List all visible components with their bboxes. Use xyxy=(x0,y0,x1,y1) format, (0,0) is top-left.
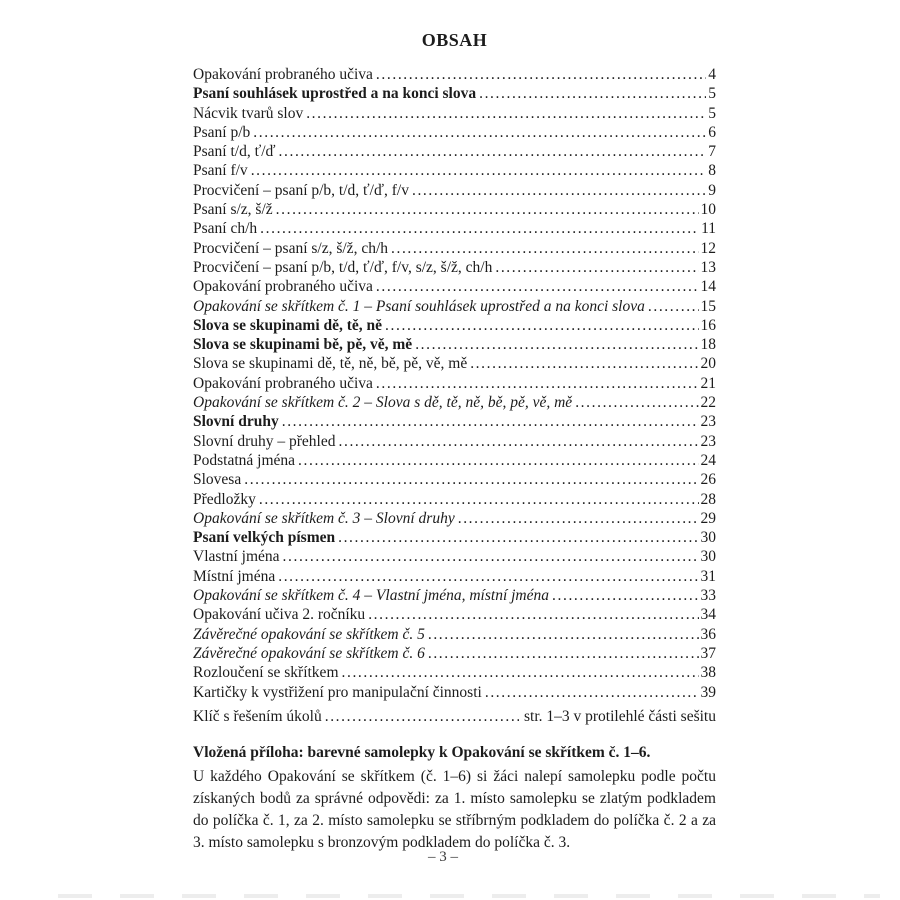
dot-leader xyxy=(279,142,707,161)
toc-entry-page: 15 xyxy=(700,297,716,315)
toc-entry-page: 24 xyxy=(700,451,716,469)
toc-row xyxy=(193,239,716,258)
toc-entry-page: 12 xyxy=(700,239,716,257)
toc-entry-label: Kartičky k vystřižení pro manipulační činnosti xyxy=(193,683,482,701)
toc-entry-label: Psaní velkých písmen xyxy=(193,529,336,547)
toc-entry-page: 4 xyxy=(708,66,716,83)
toc-entry-page: 28 xyxy=(700,490,716,508)
toc-entry-label: Rozloučení se skřítkem xyxy=(193,664,339,682)
toc-entry-label: Psaní souhlásek uprostřed a na konci slova xyxy=(193,85,477,103)
toc-row xyxy=(193,104,716,123)
toc-row xyxy=(193,412,716,431)
toc-entry-label: Závěrečné opakování se skřítkem č. 5 xyxy=(193,625,425,643)
toc-entry-page: 39 xyxy=(700,683,716,701)
toc-row xyxy=(193,84,716,103)
dot-leader xyxy=(251,161,707,180)
dot-leader xyxy=(283,547,699,566)
toc-entry-page: 8 xyxy=(708,162,716,180)
toc-row xyxy=(193,316,716,335)
dot-leader xyxy=(552,586,698,605)
toc-entry-label: Opakování se skřítkem č. 3 – Slovní druhy xyxy=(193,509,455,527)
toc-row xyxy=(193,219,716,238)
toc-entry-page: 7 xyxy=(708,143,716,161)
dot-leader xyxy=(428,644,699,663)
toc-entry-label: Procvičení – psaní p/b, t/d, ť/ď, f/v, s/z, š/ž, ch/h xyxy=(193,258,493,276)
toc-entry-page: 9 xyxy=(708,181,716,199)
toc-entry-label: Psaní s/z, š/ž xyxy=(193,201,273,219)
toc-entry-page: 23 xyxy=(700,432,716,450)
dot-leader xyxy=(415,335,698,354)
toc-entry-page: 38 xyxy=(700,664,716,682)
dot-leader xyxy=(276,200,699,219)
toc-entry-page: 5 xyxy=(708,85,716,103)
dot-leader xyxy=(485,683,699,702)
toc-row xyxy=(193,586,716,605)
toc-entry-page: 26 xyxy=(700,471,716,489)
toc-row xyxy=(193,528,716,547)
dot-leader xyxy=(376,374,699,393)
dot-leader xyxy=(428,625,699,644)
toc-entry-label: Procvičení – psaní p/b, t/d, ť/ď, f/v xyxy=(193,181,409,199)
toc-row xyxy=(193,644,716,663)
appendix-body: U každého Opakování se skřítkem (č. 1–6) si žáci nalepí samolepku podle počtu získaných bodů za správné odpovědi: za 1. místo samolepku se zlatým podkladem do políčka č. 1, za 2. místo samolepku se stříbrným podkladem do políčka č. 2 a za 3. místo samolepku s bronzovým podkladem do políčka č. 3. xyxy=(193,768,716,852)
toc-entry-page: 30 xyxy=(700,529,716,547)
toc-entry-page: 14 xyxy=(700,278,716,296)
toc-entry-label: Předložky xyxy=(193,490,256,508)
toc-entry-label: Opakování probraného učiva xyxy=(193,374,373,392)
dot-leader xyxy=(412,181,706,200)
toc-entry-label: Opakování učiva 2. ročníku xyxy=(193,606,366,624)
dot-leader xyxy=(376,277,699,296)
toc-entry-page: 36 xyxy=(700,625,716,643)
toc-row xyxy=(193,161,716,180)
toc-entry-label: Psaní f/v xyxy=(193,162,248,180)
toc-row-key xyxy=(193,707,716,726)
toc-entry-label: Opakování se skřítkem č. 4 – Vlastní jména, místní jména xyxy=(193,587,550,605)
dot-leader xyxy=(391,239,699,258)
toc-row xyxy=(193,277,716,296)
dot-leader xyxy=(368,605,698,624)
content-column xyxy=(193,30,716,854)
toc-entry-page: 13 xyxy=(700,258,716,276)
toc-row xyxy=(193,490,716,509)
toc-entry-label: Slova se skupinami dě, tě, ně, bě, pě, vě, mě xyxy=(193,355,468,373)
appendix-note xyxy=(193,743,716,854)
page-title: OBSAH xyxy=(421,30,488,50)
dot-leader xyxy=(385,316,698,335)
toc-row xyxy=(193,374,716,393)
dot-leader xyxy=(259,490,699,509)
toc-entry-label: Nácvik tvarů slov xyxy=(193,104,304,122)
toc-entry-page: 10 xyxy=(700,201,716,219)
toc-row xyxy=(193,625,716,644)
page-number: – 3 – xyxy=(428,849,458,865)
dot-leader xyxy=(339,432,699,451)
dot-leader xyxy=(458,509,699,528)
toc-entry-label: Místní jména xyxy=(193,567,276,585)
toc-row xyxy=(193,65,716,84)
toc-row xyxy=(193,335,716,354)
toc-entry-page: 33 xyxy=(700,587,716,605)
toc-entry-label: Opakování probraného učiva xyxy=(193,66,373,83)
toc-entry-label: Závěrečné opakování se skřítkem č. 6 xyxy=(193,644,425,662)
dot-leader xyxy=(325,707,519,726)
toc-row xyxy=(193,354,716,373)
toc-entry-label: Vlastní jména xyxy=(193,548,280,566)
dot-leader xyxy=(260,219,699,238)
dot-leader xyxy=(338,528,698,547)
toc-row xyxy=(193,663,716,682)
toc-row xyxy=(193,297,716,316)
toc-entry-page: 22 xyxy=(700,394,716,412)
dot-leader xyxy=(376,65,706,84)
toc-entry-page: 18 xyxy=(700,336,716,354)
toc-row xyxy=(193,123,716,142)
toc-entry-label: Opakování se skřítkem č. 1 – Psaní souhlásek uprostřed a na konci slova xyxy=(193,297,645,315)
toc-entry-page: 30 xyxy=(700,548,716,566)
toc-entry-page: 23 xyxy=(700,413,716,431)
toc-entry-label: Opakování se skřítkem č. 2 – Slova s dě, tě, ně, bě, pě, vě, mě xyxy=(193,394,573,412)
toc-row xyxy=(193,142,716,161)
dot-leader xyxy=(470,354,698,373)
dot-leader xyxy=(244,470,698,489)
toc-entry-page: 6 xyxy=(708,123,716,141)
toc-row xyxy=(193,258,716,277)
dot-leader xyxy=(479,84,706,103)
toc-entry-label: Opakování probraného učiva xyxy=(193,278,373,296)
toc-entry-label: Psaní t/d, ť/ď xyxy=(193,143,276,161)
dot-leader xyxy=(495,258,698,277)
toc-entry-label: Slovesa xyxy=(193,471,242,489)
toc-row xyxy=(193,547,716,566)
toc-entry-label: Podstatná jména xyxy=(193,451,296,469)
toc-entry-page: 34 xyxy=(700,606,716,624)
toc-entry-page: 16 xyxy=(700,316,716,334)
dot-leader xyxy=(253,123,706,142)
toc-entry-label: Slova se skupinami bě, pě, vě, mě xyxy=(193,336,413,354)
dot-leader xyxy=(648,297,699,316)
toc-row xyxy=(193,181,716,200)
toc-row xyxy=(193,567,716,586)
dot-leader xyxy=(342,663,699,682)
toc-row xyxy=(193,605,716,624)
toc-entry-page: str. 1–3 v protilehlé části sešitu xyxy=(523,707,716,725)
toc-row xyxy=(193,470,716,489)
appendix-heading: Vložená příloha: barevné samolepky k Opakování se skřítkem č. 1–6. xyxy=(193,744,651,762)
toc-entry-page: 21 xyxy=(700,374,716,392)
toc-entry-label: Slovní druhy xyxy=(193,413,279,431)
toc-row xyxy=(193,200,716,219)
toc-entry-page: 29 xyxy=(700,509,716,527)
toc-entry-label: Slovní druhy – přehled xyxy=(193,432,336,450)
toc-entry-page: 37 xyxy=(700,644,716,662)
toc-row xyxy=(193,451,716,470)
toc-entry-label: Psaní ch/h xyxy=(193,220,258,238)
toc-entry-label: Klíč s řešením úkolů xyxy=(193,707,322,725)
toc-entry-label: Procvičení – psaní s/z, š/ž, ch/h xyxy=(193,239,388,257)
toc-entry-label: Slova se skupinami dě, tě, ně xyxy=(193,316,383,334)
toc-row xyxy=(193,683,716,702)
toc-row xyxy=(193,432,716,451)
toc-row xyxy=(193,509,716,528)
toc-entry-page: 11 xyxy=(701,220,716,238)
scan-edge-artifact xyxy=(58,894,880,898)
dot-leader xyxy=(282,412,699,431)
dot-leader xyxy=(298,451,698,470)
toc-row xyxy=(193,393,716,412)
toc-entry-page: 31 xyxy=(700,567,716,585)
toc-entry-page: 20 xyxy=(700,355,716,373)
dot-leader xyxy=(278,567,698,586)
toc-entry-page: 5 xyxy=(708,104,716,122)
toc-entry-label: Psaní p/b xyxy=(193,123,251,141)
dot-leader xyxy=(306,104,706,123)
dot-leader xyxy=(575,393,698,412)
toc-list xyxy=(193,65,716,702)
